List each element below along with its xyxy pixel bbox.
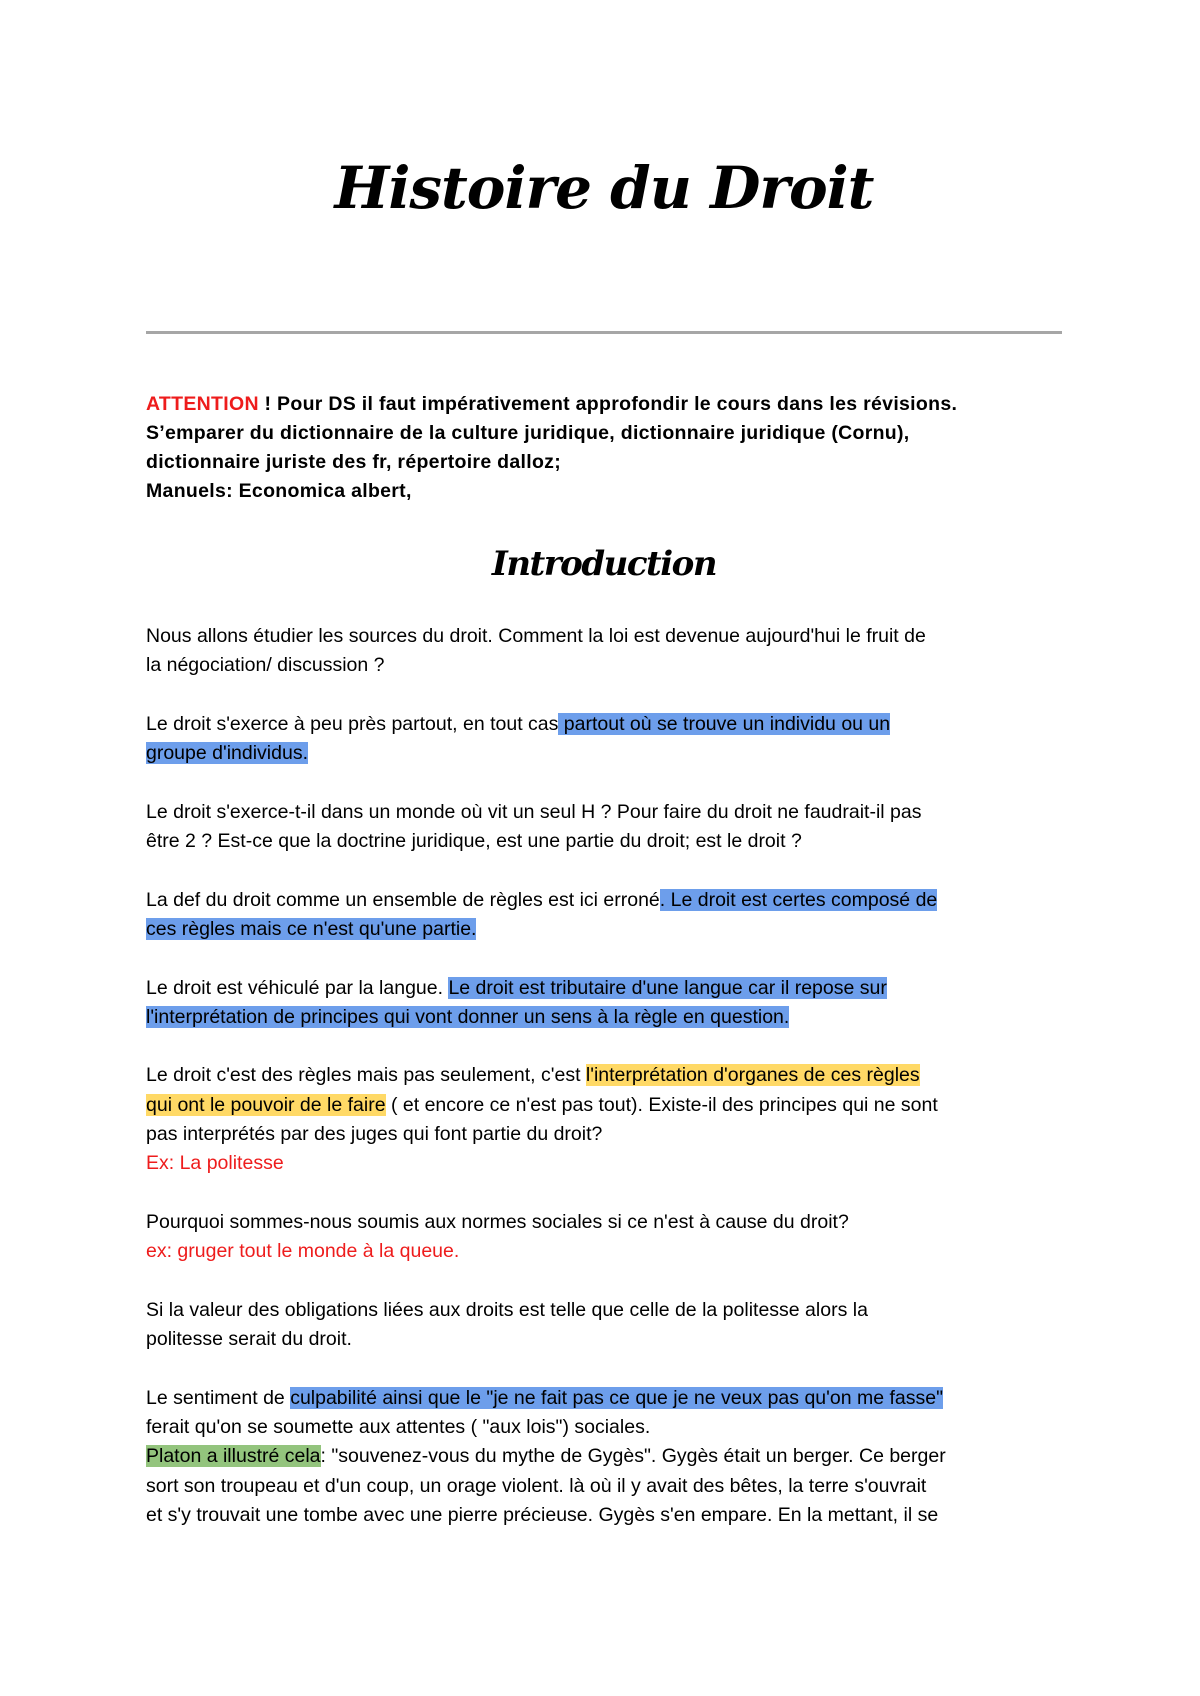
highlight-blue: Le droit est tributaire d'une langue car il repose sur	[448, 976, 887, 999]
paragraph-line: Pourquoi sommes-nous soumis aux normes sociales si ce n'est à cause du droit?	[146, 1210, 849, 1233]
highlight-yellow: qui ont le pouvoir de le faire	[146, 1093, 386, 1116]
paragraph-line	[146, 1442, 1062, 1471]
paragraph-line	[146, 886, 1062, 915]
warning-line-2: S’emparer du dictionnaire de la culture juridique, dictionnaire juridique (Cornu),	[146, 422, 910, 444]
attention-label: ATTENTION	[146, 393, 259, 415]
warning-line-3: dictionnaire juriste des fr, répertoire dalloz;	[146, 451, 562, 473]
paragraph-line	[146, 1384, 1062, 1413]
paragraph-line	[146, 739, 1062, 768]
paragraph-line	[146, 915, 1062, 944]
highlight-blue: ces règles mais ce n'est qu'une partie.	[146, 917, 477, 940]
text-run: Le droit est véhiculé par la langue.	[146, 976, 449, 999]
text-run: : "souvenez-vous du mythe de Gygès". Gygès était un berger. Ce berger	[320, 1445, 946, 1468]
paragraph-line: Si la valeur des obligations liées aux droits est telle que celle de la politesse alors la	[146, 1298, 868, 1321]
highlight-blue: partout où se trouve un individu ou un	[558, 712, 891, 735]
paragraph-line: et s'y trouvait une tombe avec une pierre précieuse. Gygès s'en empare. En la mettant, il se	[146, 1503, 939, 1526]
highlight-blue: groupe d'individus.	[146, 742, 308, 765]
paragraph-line: Nous allons étudier les sources du droit. Comment la loi est devenue aujourd'hui le fruit de	[146, 625, 926, 647]
warning-line-1-text: ! Pour DS il faut impérativement approfondir le cours dans les révisions.	[258, 393, 958, 415]
paragraph-line	[146, 974, 1062, 1003]
highlight-yellow: l'interprétation d'organes de ces règles	[585, 1064, 920, 1087]
horizontal-rule	[146, 331, 1062, 334]
text-run: Le sentiment de	[146, 1386, 291, 1409]
text-run: Le droit c'est des règles mais pas seulement, c'est	[146, 1064, 586, 1087]
paragraph-line: pas interprétés par des juges qui font partie du droit?	[146, 1123, 603, 1146]
text-run: ( et encore ce n'est pas tout). Existe-il des principes qui ne sont	[385, 1093, 938, 1116]
warning-line-4: Manuels: Economica albert,	[146, 480, 412, 502]
body-text	[146, 622, 1062, 1530]
highlight-blue: l'interprétation de principes qui vont donner un sens à la règle en question.	[146, 1005, 790, 1028]
paragraph-line: ferait qu'on se soumette aux attentes ( "aux lois") sociales.	[146, 1416, 651, 1439]
highlight-blue: . Le droit est certes composé de	[659, 888, 938, 911]
example-line: Ex: La politesse	[146, 1152, 284, 1175]
paragraph-line	[146, 710, 1062, 739]
document-title: Histoire du Droit	[334, 154, 874, 222]
paragraph-line: la négociation/ discussion ?	[146, 654, 385, 677]
paragraph-line	[146, 1061, 1062, 1090]
paragraph-line	[146, 1003, 1062, 1032]
example-line: ex: gruger tout le monde à la queue.	[146, 1240, 460, 1263]
paragraph-line: Le droit s'exerce-t-il dans un monde où vit un seul H ? Pour faire du droit ne faudrait-il pas	[146, 800, 922, 823]
paragraph-line: être 2 ? Est-ce que la doctrine juridique, est une partie du droit; est le droit ?	[146, 830, 802, 853]
paragraph-line: politesse serait du droit.	[146, 1328, 352, 1351]
text-run: Le droit s'exerce à peu près partout, en tout cas	[146, 712, 559, 735]
highlight-blue: culpabilité ainsi que le "je ne fait pas ce que je ne veux pas qu'on me fasse"	[290, 1386, 943, 1409]
warning-line-1	[146, 390, 1062, 419]
warning-block	[146, 390, 1062, 506]
paragraph-line: sort son troupeau et d'un coup, un orage violent. là où il y avait des bêtes, la terre s'ouvrait	[146, 1474, 927, 1497]
highlight-green: Platon a illustré cela	[146, 1445, 321, 1468]
paragraph-line	[146, 1091, 1062, 1120]
section-heading: Introduction	[491, 544, 717, 584]
text-run: La def du droit comme un ensemble de règles est ici erroné	[146, 888, 660, 911]
